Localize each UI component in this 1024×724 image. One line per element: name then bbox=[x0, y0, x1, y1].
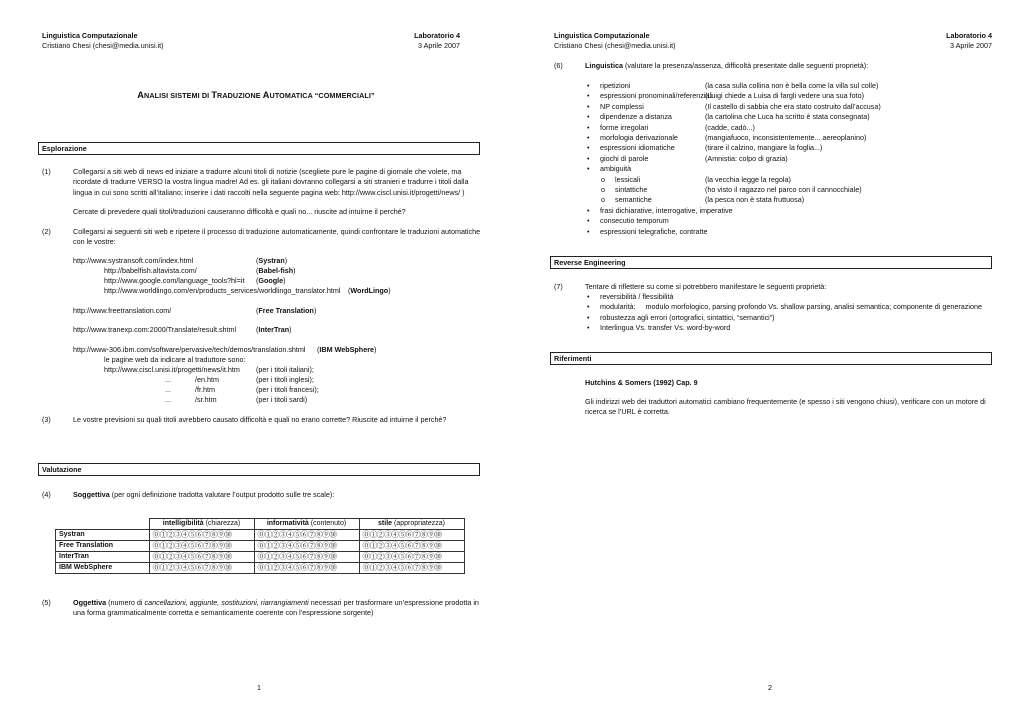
list-item: • espressioni idiomatiche (tirare il calzino, mangiare la foglia...) bbox=[587, 143, 823, 153]
section-heading-reverse-engineering: Reverse Engineering bbox=[550, 256, 992, 269]
ellipsis: ... bbox=[165, 385, 171, 394]
rating-scale[interactable]: ⓪①②③④⑤⑥⑦⑧⑨⑩ bbox=[254, 541, 359, 552]
course-title: Linguistica Computazionale bbox=[42, 31, 138, 40]
url-news-it[interactable]: http://www.ciscl.unisi.it/progetti/news/it.htm bbox=[104, 365, 240, 374]
lab-title: Laboratorio 4 bbox=[946, 31, 992, 40]
item-number: (1) bbox=[42, 167, 51, 176]
ellipsis: ... bbox=[165, 375, 171, 384]
rating-scale[interactable]: ⓪①②③④⑤⑥⑦⑧⑨⑩ bbox=[359, 552, 464, 563]
row-label: InterTran bbox=[56, 552, 150, 563]
list-item: • robustezza agli errori (ortografici, sintattici, “semantici”) bbox=[587, 312, 775, 322]
list-item: • ripetizioni (la casa sulla collina non è bella come la villa sul colle) bbox=[587, 81, 879, 90]
author: Cristiano Chesi (chesi@media.unisi.it) bbox=[554, 41, 676, 51]
section-heading-valutazione: Valutazione bbox=[38, 463, 480, 476]
url-wordlingo[interactable]: http://www.worldlingo.com/en/products_services/worldlingo_translator.html bbox=[104, 286, 341, 295]
item-number: (3) bbox=[42, 415, 51, 424]
item-3-text: Le vostre previsioni su quali titoli avrebbero causato difficoltà e quali no erano corrette? Riuscite ad intuirne il perché? bbox=[73, 415, 447, 424]
section-heading-esplorazione: Esplorazione bbox=[38, 142, 480, 155]
list-item: o sintattiche (ho visto il ragazzo nel parco con il cannocchiale) bbox=[601, 184, 862, 194]
table-row bbox=[56, 530, 465, 541]
row-label: Systran bbox=[56, 530, 150, 541]
url-news-fr[interactable]: /fr.htm bbox=[195, 385, 215, 394]
author: Cristiano Chesi (chesi@media.unisi.it) bbox=[42, 41, 164, 51]
table-row bbox=[56, 541, 465, 552]
ambiguity-sublist bbox=[601, 174, 862, 206]
item-number: (6) bbox=[554, 61, 563, 70]
list-item: • forme irregolari (cadde, cadò...) bbox=[587, 122, 755, 132]
item-5-text: Oggettiva (numero di cancellazioni, aggiunte, sostituzioni, riarrangiamenti necessari per trasformare un’espressione prodotta in una forma grammaticalmente corretta e semanticamente coerente con l’espressione sorgente) bbox=[73, 598, 479, 618]
table-header-row bbox=[56, 519, 465, 530]
table-row bbox=[56, 552, 465, 563]
property-list-2 bbox=[587, 205, 733, 237]
item-number: (5) bbox=[42, 598, 51, 607]
date: 3 Aprile 2007 bbox=[418, 41, 460, 51]
rating-scale[interactable]: ⓪①②③④⑤⑥⑦⑧⑨⑩ bbox=[359, 530, 464, 541]
url-intertran[interactable]: http://www.tranexp.com:2000/Translate/result.shtml bbox=[73, 325, 237, 334]
item-number: (4) bbox=[42, 490, 51, 499]
list-item: • frasi dichiarative, interrogative, imperative bbox=[587, 205, 733, 215]
item-number: (2) bbox=[42, 227, 51, 236]
url-news-sr[interactable]: /sr.htm bbox=[195, 395, 217, 404]
ellipsis: ... bbox=[165, 395, 171, 404]
page-number: 2 bbox=[768, 683, 772, 692]
name-freetranslation: (Free Translation) bbox=[256, 306, 317, 315]
rating-table bbox=[55, 518, 465, 574]
name-wordlingo: (WordLingo) bbox=[348, 286, 391, 295]
rating-scale[interactable]: ⓪①②③④⑤⑥⑦⑧⑨⑩ bbox=[149, 552, 254, 563]
rating-scale[interactable]: ⓪①②③④⑤⑥⑦⑧⑨⑩ bbox=[149, 541, 254, 552]
note-it: (per i titoli italiani); bbox=[256, 365, 314, 374]
url-news-en[interactable]: /en.htm bbox=[195, 375, 219, 384]
pages-intro: le pagine web da indicare al traduttore sono: bbox=[104, 355, 246, 364]
note-sr: (per i titoli sardi) bbox=[256, 395, 308, 404]
table-row bbox=[56, 563, 465, 574]
list-item: • NP complessi (Il castello di sabbia che era stato costruito dall’accusa) bbox=[587, 101, 881, 111]
item-6-text: Linguistica (valutare la presenza/assenza, difficoltà presentate dalle seguenti proprietà): bbox=[585, 61, 869, 70]
list-item: o semantiche (la pesca non è stata fruttuosa) bbox=[601, 195, 805, 205]
rating-scale[interactable]: ⓪①②③④⑤⑥⑦⑧⑨⑩ bbox=[359, 563, 464, 574]
header-left bbox=[42, 31, 164, 52]
name-intertran: (InterTran) bbox=[256, 325, 292, 334]
url-ibm[interactable]: http://www-306.ibm.com/software/pervasive/tech/demos/translation.shtml bbox=[73, 345, 306, 354]
url-google[interactable]: http://www.google.com/language_tools?hl=it bbox=[104, 276, 245, 285]
header-right bbox=[946, 31, 992, 52]
list-item: • Interlingua Vs. transfer Vs. word-by-word bbox=[587, 323, 731, 333]
list-item: • consecutio temporum bbox=[587, 216, 669, 226]
list-item: • giochi di parole (Amnistia: colpo di grazia) bbox=[587, 153, 788, 163]
section-heading-riferimenti: Riferimenti bbox=[550, 352, 992, 365]
list-item: o lessicali (la vecchia legge la regola) bbox=[601, 174, 791, 184]
rating-scale[interactable]: ⓪①②③④⑤⑥⑦⑧⑨⑩ bbox=[254, 530, 359, 541]
document-title: ANALISI SISTEMI DI TRADUZIONE AUTOMATICA “COMMERCIALI” bbox=[137, 90, 375, 100]
col-header-style: stile (appropriatezza) bbox=[359, 519, 464, 530]
list-item: • modularità: modulo morfologico, parsing profondo Vs. shallow parsing, analisi semantica; componente di generazione bbox=[587, 302, 982, 312]
name-ibm: (IBM WebSphere) bbox=[317, 345, 377, 354]
list-item: • reversibilità / flessibilità bbox=[587, 292, 674, 301]
rating-scale[interactable]: ⓪①②③④⑤⑥⑦⑧⑨⑩ bbox=[149, 563, 254, 574]
item-7-text: Tentare di riflettere su come si potrebbero manifestare le seguenti proprietà: bbox=[585, 282, 827, 291]
header-right bbox=[414, 31, 460, 52]
reference-title: Hutchins & Somers (1992) Cap. 9 bbox=[585, 378, 698, 387]
list-item: • morfologia derivazionale (mangiafuoco, inconsistentemente... aereoplanino) bbox=[587, 132, 867, 142]
date: 3 Aprile 2007 bbox=[950, 41, 992, 51]
note-fr: (per i titoli francesi); bbox=[256, 385, 319, 394]
reverse-list bbox=[587, 292, 982, 334]
rating-scale[interactable]: ⓪①②③④⑤⑥⑦⑧⑨⑩ bbox=[149, 530, 254, 541]
row-label: Free Translation bbox=[56, 541, 150, 552]
reference-note: Gli indirizzi web dei traduttori automatici cambiano frequentemente (e spesso i siti vengono chiusi), verificare con un motore di ricerca se l’URL è corretta. bbox=[585, 397, 986, 417]
name-systran: (Systran) bbox=[256, 256, 288, 265]
list-item: • ambiguità bbox=[587, 164, 632, 174]
url-systran[interactable]: http://www.systransoft.com/index.html bbox=[73, 256, 194, 265]
rating-scale[interactable]: ⓪①②③④⑤⑥⑦⑧⑨⑩ bbox=[359, 541, 464, 552]
item-1-text: Collegarsi a siti web di news ed iniziare a tradurre alcuni titoli di notizie (scegliete pure le pagine di giornale che volete, ma ricordate di tradurre VERSO la vostra lingua madre! Ad es. gli italiani dovranno collegarsi a siti stranieri e tradurre i titoli dalla lingua in cui sono scritti all’italiano; inserire i dati raccolti nella seguente pagina web: http://www.ciscl.unisi.it/progetti/news/ ) Cercate di prevedere quali titoli/traduzioni causeranno difficoltà e quali no... riuscite ad intuirne il perché? bbox=[73, 167, 469, 217]
property-list bbox=[587, 81, 881, 175]
url-freetranslation[interactable]: http://www.freetranslation.com/ bbox=[73, 306, 172, 315]
header-left bbox=[554, 31, 676, 52]
rating-scale[interactable]: ⓪①②③④⑤⑥⑦⑧⑨⑩ bbox=[254, 552, 359, 563]
name-google: (Google) bbox=[256, 276, 286, 285]
item-2-text: Collegarsi ai seguenti siti web e ripetere il processo di traduzione automaticamente, quindi confrontare le traduzioni automatiche con le vostre: bbox=[73, 227, 481, 247]
list-item: • espressioni telegrafiche, contratte bbox=[587, 226, 708, 236]
page-2 bbox=[512, 0, 1024, 724]
row-label: IBM WebSphere bbox=[56, 563, 150, 574]
page-number: 1 bbox=[257, 683, 261, 692]
item-number: (7) bbox=[554, 282, 563, 291]
list-item: • dipendenze a distanza (la cartolina che Luca ha scritto è stata consegnata) bbox=[587, 112, 870, 122]
note-en: (per i titoli inglesi); bbox=[256, 375, 314, 384]
item-4-text: Soggettiva (per ogni definizione tradotta valutare l’output prodotto sulle tre scale): bbox=[73, 490, 335, 499]
url-babelfish[interactable]: http://babelfish.altavista.com/ bbox=[104, 266, 197, 275]
col-header-informativity: informatività (contenuto) bbox=[254, 519, 359, 530]
rating-scale[interactable]: ⓪①②③④⑤⑥⑦⑧⑨⑩ bbox=[254, 563, 359, 574]
lab-title: Laboratorio 4 bbox=[414, 31, 460, 40]
course-title: Linguistica Computazionale bbox=[554, 31, 650, 40]
list-item: • espressioni pronominali/referenziali (Luigi chiede a Luisa di fargli vedere una sua foto) bbox=[587, 91, 865, 101]
col-header-intelligibility: intelligibilità (chiarezza) bbox=[149, 519, 254, 530]
name-babelfish: (Babel-fish) bbox=[256, 266, 296, 275]
